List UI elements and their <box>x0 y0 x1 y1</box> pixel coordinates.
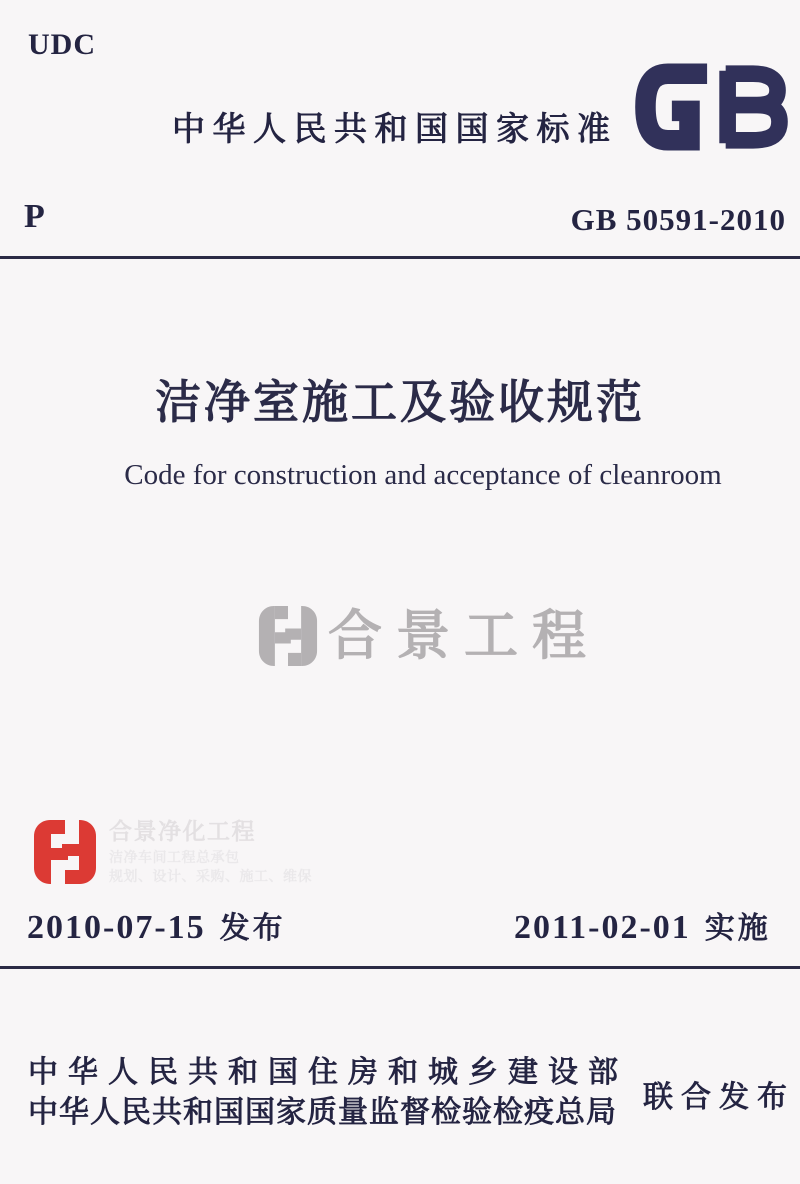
effective-date: 2011-02-01 <box>514 909 691 946</box>
company-tagline-2: 规划、设计、采购、施工、维保 <box>109 868 312 884</box>
bottom-divider-rule <box>0 966 800 969</box>
effective-label: 实施 <box>704 912 771 945</box>
classification-code: P <box>24 198 45 235</box>
joint-publish-label: 联合发布 <box>643 1081 795 1114</box>
hejing-h-logo-icon <box>33 818 97 886</box>
issue-date-group <box>27 911 286 945</box>
issue-label: 发布 <box>219 912 286 945</box>
company-logo-block <box>33 818 312 886</box>
publisher-line-2: 中华人民共和国国家质量监督检验检疫总局 <box>28 1096 617 1129</box>
company-tagline-1: 洁净车间工程总承包 <box>109 849 240 865</box>
company-name: 合景净化工程 <box>109 818 256 844</box>
standard-title-zh: 洁净室施工及验收规范 <box>155 377 645 428</box>
standard-number: GB 50591-2010 <box>570 202 786 237</box>
udc-label: UDC <box>28 28 96 61</box>
effective-date-group <box>514 911 771 945</box>
watermark <box>258 605 600 667</box>
hejing-h-logo-watermark-icon <box>258 605 318 667</box>
standard-title-en: Code for construction and acceptance of cleanroom <box>124 459 722 491</box>
publisher-line-1: 中华人民共和国住房和城乡建设部 <box>28 1056 628 1089</box>
issue-date: 2010-07-15 <box>27 909 206 946</box>
top-divider-rule <box>0 256 800 259</box>
watermark-text: 合景工程 <box>328 606 600 666</box>
gb-emblem-icon <box>632 62 790 152</box>
national-standard-heading: 中华人民共和国国家标准 <box>172 110 618 147</box>
